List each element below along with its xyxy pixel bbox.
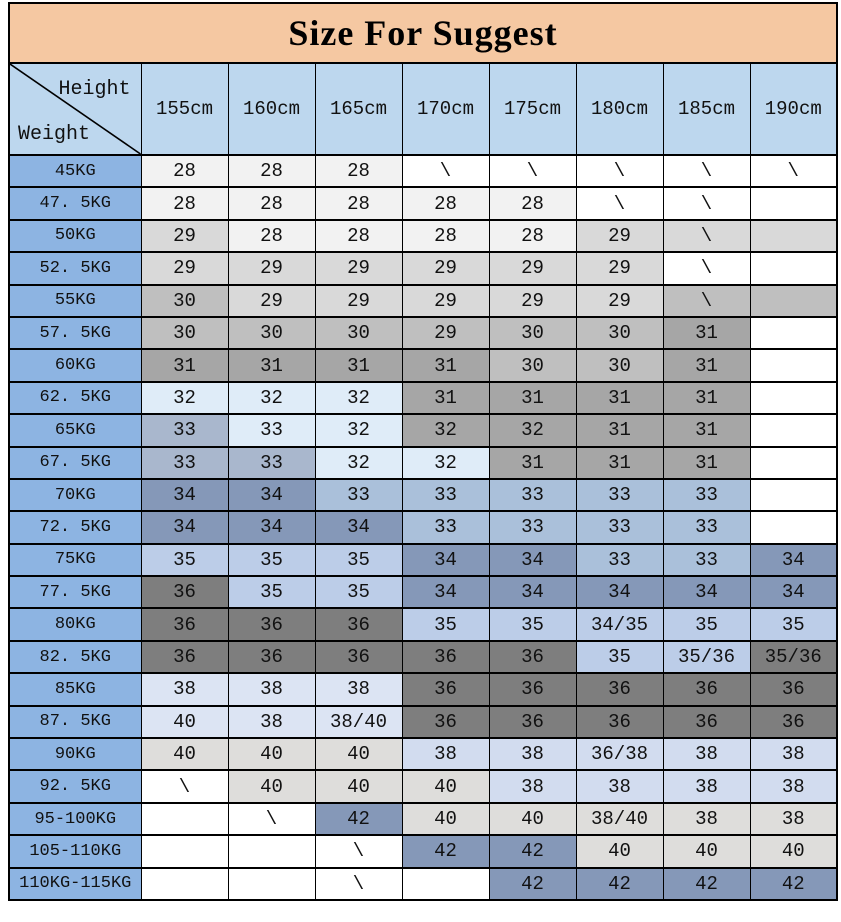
size-cell: 40 [489, 803, 576, 835]
table-row [9, 447, 837, 479]
column-header-175cm: 175cm [489, 63, 576, 155]
size-cell: 30 [489, 349, 576, 381]
table-row [9, 544, 837, 576]
size-cell: 34 [663, 576, 750, 608]
size-chart-sheet [8, 2, 838, 901]
weight-label: 110KG-115KG [9, 868, 141, 900]
size-cell: 31 [141, 349, 228, 381]
size-cell: 32 [402, 414, 489, 446]
not-available-cell: \ [663, 220, 750, 252]
size-cell: 31 [489, 447, 576, 479]
size-cell: 36 [228, 608, 315, 640]
size-cell: 31 [489, 382, 576, 414]
size-cell: 28 [402, 220, 489, 252]
empty-cell [750, 479, 837, 511]
size-cell: 40 [141, 738, 228, 770]
table-row [9, 835, 837, 867]
size-cell: 34 [750, 576, 837, 608]
empty-cell [228, 835, 315, 867]
size-cell: 42 [489, 868, 576, 900]
weight-label: 105-110KG [9, 835, 141, 867]
size-cell: 42 [750, 868, 837, 900]
size-cell: 29 [141, 220, 228, 252]
size-cell: 38 [489, 770, 576, 802]
size-cell: 35 [141, 544, 228, 576]
size-cell: 40 [750, 835, 837, 867]
size-cell: 29 [576, 285, 663, 317]
size-cell: 36/38 [576, 738, 663, 770]
not-available-cell: \ [315, 835, 402, 867]
size-cell: 30 [576, 317, 663, 349]
not-available-cell: \ [228, 803, 315, 835]
weight-label: 57. 5KG [9, 317, 141, 349]
table-row [9, 868, 837, 900]
size-cell: 29 [402, 285, 489, 317]
size-cell: 40 [315, 770, 402, 802]
table-row [9, 673, 837, 705]
size-cell: 35 [750, 608, 837, 640]
size-cell: 38 [663, 770, 750, 802]
size-cell: 36 [141, 576, 228, 608]
size-cell: 38 [576, 770, 663, 802]
size-cell: 42 [576, 868, 663, 900]
size-cell: 34 [228, 511, 315, 543]
size-cell: 35 [576, 641, 663, 673]
size-cell: 28 [402, 187, 489, 219]
not-available-cell: \ [663, 187, 750, 219]
size-cell: 28 [315, 220, 402, 252]
size-cell: 36 [402, 641, 489, 673]
size-cell: 32 [228, 382, 315, 414]
size-cell: 38 [750, 803, 837, 835]
weight-label: 52. 5KG [9, 252, 141, 284]
size-cell: 31 [663, 447, 750, 479]
size-cell: 35/36 [663, 641, 750, 673]
weight-label: 50KG [9, 220, 141, 252]
empty-cell [750, 349, 837, 381]
weight-label: 82. 5KG [9, 641, 141, 673]
size-cell: 34 [315, 511, 402, 543]
weight-label: 65KG [9, 414, 141, 446]
size-cell: 31 [402, 382, 489, 414]
size-cell: 31 [663, 317, 750, 349]
empty-cell [750, 252, 837, 284]
not-available-cell: \ [141, 770, 228, 802]
size-cell: 28 [489, 187, 576, 219]
column-header-160cm: 160cm [228, 63, 315, 155]
size-cell: 30 [315, 317, 402, 349]
empty-cell [141, 835, 228, 867]
table-row [9, 252, 837, 284]
corner-header-cell [9, 63, 141, 155]
not-available-cell: \ [576, 155, 663, 187]
size-cell: 36 [663, 706, 750, 738]
size-cell: 30 [141, 285, 228, 317]
size-cell: 38/40 [315, 706, 402, 738]
size-cell: 33 [402, 479, 489, 511]
size-cell: 40 [576, 835, 663, 867]
size-cell: 33 [228, 414, 315, 446]
size-cell: 31 [576, 447, 663, 479]
table-row [9, 770, 837, 802]
size-cell: 36 [576, 673, 663, 705]
size-cell: 34 [402, 544, 489, 576]
not-available-cell: \ [663, 155, 750, 187]
size-cell: 30 [489, 317, 576, 349]
size-cell: 36 [489, 706, 576, 738]
not-available-cell: \ [663, 285, 750, 317]
size-cell: 33 [576, 479, 663, 511]
weight-label: 92. 5KG [9, 770, 141, 802]
column-header-row [9, 63, 837, 155]
size-cell: 30 [576, 349, 663, 381]
empty-cell [141, 868, 228, 900]
weight-label: 95-100KG [9, 803, 141, 835]
column-header-190cm: 190cm [750, 63, 837, 155]
size-cell: 29 [315, 285, 402, 317]
corner-label-weight: Weight [18, 123, 91, 146]
empty-cell [141, 803, 228, 835]
size-cell: 36 [315, 608, 402, 640]
empty-cell [750, 220, 837, 252]
size-cell: 28 [228, 155, 315, 187]
size-cell: 28 [315, 187, 402, 219]
weight-label: 67. 5KG [9, 447, 141, 479]
size-cell: 33 [228, 447, 315, 479]
size-cell: 33 [663, 544, 750, 576]
table-row [9, 511, 837, 543]
size-cell: 31 [663, 382, 750, 414]
size-cell: 40 [402, 770, 489, 802]
size-cell: 36 [750, 706, 837, 738]
size-cell: 33 [141, 447, 228, 479]
size-cell: 36 [228, 641, 315, 673]
table-row [9, 187, 837, 219]
size-cell: 36 [489, 641, 576, 673]
weight-label: 75KG [9, 544, 141, 576]
size-cell: 35 [228, 544, 315, 576]
size-cell: 34 [576, 576, 663, 608]
size-cell: 31 [402, 349, 489, 381]
table-row [9, 803, 837, 835]
size-cell: 34 [489, 544, 576, 576]
size-cell: 38 [489, 738, 576, 770]
not-available-cell: \ [663, 252, 750, 284]
size-cell: 29 [489, 285, 576, 317]
weight-label: 85KG [9, 673, 141, 705]
size-cell: 36 [402, 673, 489, 705]
weight-label: 70KG [9, 479, 141, 511]
empty-cell [750, 447, 837, 479]
table-row [9, 349, 837, 381]
weight-label: 80KG [9, 608, 141, 640]
size-cell: 42 [315, 803, 402, 835]
size-cell: 38 [663, 803, 750, 835]
size-cell: 30 [141, 317, 228, 349]
size-cell: 32 [315, 414, 402, 446]
weight-label: 47. 5KG [9, 187, 141, 219]
size-cell: 38 [315, 673, 402, 705]
size-cell: 34 [141, 479, 228, 511]
not-available-cell: \ [315, 868, 402, 900]
size-cell: 38 [750, 770, 837, 802]
size-cell: 34 [402, 576, 489, 608]
not-available-cell: \ [489, 155, 576, 187]
size-cell: 34 [141, 511, 228, 543]
table-row [9, 414, 837, 446]
size-cell: 40 [228, 770, 315, 802]
size-cell: 29 [489, 252, 576, 284]
size-cell: 40 [141, 706, 228, 738]
size-cell: 38 [402, 738, 489, 770]
size-cell: 34 [750, 544, 837, 576]
size-cell: 31 [576, 382, 663, 414]
size-cell: 29 [315, 252, 402, 284]
table-row [9, 382, 837, 414]
size-cell: 36 [489, 673, 576, 705]
size-cell: 30 [228, 317, 315, 349]
size-cell: 31 [576, 414, 663, 446]
corner-label-height: Height [58, 78, 131, 101]
size-cell: 35 [315, 576, 402, 608]
size-cell: 29 [141, 252, 228, 284]
table-row [9, 706, 837, 738]
empty-cell [750, 285, 837, 317]
column-header-165cm: 165cm [315, 63, 402, 155]
table-row [9, 608, 837, 640]
size-cell: 29 [576, 252, 663, 284]
size-cell: 38 [663, 738, 750, 770]
empty-cell [228, 868, 315, 900]
empty-cell [750, 317, 837, 349]
not-available-cell: \ [750, 155, 837, 187]
size-cell: 36 [141, 608, 228, 640]
size-cell: 32 [315, 447, 402, 479]
size-cell: 38 [750, 738, 837, 770]
size-cell: 29 [228, 285, 315, 317]
size-cell: 35 [663, 608, 750, 640]
size-cell: 36 [576, 706, 663, 738]
empty-cell [750, 511, 837, 543]
size-cell: 33 [576, 511, 663, 543]
size-cell: 40 [228, 738, 315, 770]
size-cell: 38 [141, 673, 228, 705]
size-cell: 33 [663, 479, 750, 511]
size-cell: 36 [750, 673, 837, 705]
column-header-180cm: 180cm [576, 63, 663, 155]
size-cell: 28 [228, 187, 315, 219]
size-cell: 33 [402, 511, 489, 543]
column-header-155cm: 155cm [141, 63, 228, 155]
size-cell: 31 [663, 349, 750, 381]
size-cell: 34 [489, 576, 576, 608]
size-table-body [9, 155, 837, 900]
size-cell: 31 [315, 349, 402, 381]
table-row [9, 285, 837, 317]
size-cell: 38/40 [576, 803, 663, 835]
size-cell: 36 [402, 706, 489, 738]
size-cell: 38 [228, 673, 315, 705]
size-cell: 29 [402, 252, 489, 284]
column-header-170cm: 170cm [402, 63, 489, 155]
size-cell: 34/35 [576, 608, 663, 640]
weight-label: 45KG [9, 155, 141, 187]
size-cell: 33 [576, 544, 663, 576]
size-cell: 35 [315, 544, 402, 576]
size-cell: 40 [315, 738, 402, 770]
empty-cell [402, 868, 489, 900]
size-cell: 33 [489, 479, 576, 511]
size-cell: 29 [576, 220, 663, 252]
size-cell: 31 [663, 414, 750, 446]
table-row [9, 220, 837, 252]
size-cell: 33 [141, 414, 228, 446]
weight-label: 77. 5KG [9, 576, 141, 608]
size-cell: 35 [228, 576, 315, 608]
size-cell: 28 [141, 187, 228, 219]
size-chart-table [8, 2, 838, 901]
empty-cell [750, 382, 837, 414]
weight-label: 72. 5KG [9, 511, 141, 543]
table-row [9, 641, 837, 673]
weight-label: 90KG [9, 738, 141, 770]
column-header-185cm: 185cm [663, 63, 750, 155]
size-cell: 32 [141, 382, 228, 414]
size-cell: 36 [315, 641, 402, 673]
size-cell: 35/36 [750, 641, 837, 673]
size-cell: 35 [402, 608, 489, 640]
empty-cell [750, 187, 837, 219]
size-cell: 28 [228, 220, 315, 252]
size-cell: 42 [489, 835, 576, 867]
empty-cell [750, 414, 837, 446]
size-cell: 34 [228, 479, 315, 511]
size-cell: 28 [315, 155, 402, 187]
weight-label: 55KG [9, 285, 141, 317]
size-cell: 36 [141, 641, 228, 673]
table-row [9, 479, 837, 511]
size-cell: 40 [402, 803, 489, 835]
not-available-cell: \ [576, 187, 663, 219]
size-cell: 33 [663, 511, 750, 543]
table-row [9, 576, 837, 608]
size-cell: 32 [489, 414, 576, 446]
size-cell: 38 [228, 706, 315, 738]
size-cell: 32 [315, 382, 402, 414]
weight-label: 87. 5KG [9, 706, 141, 738]
not-available-cell: \ [402, 155, 489, 187]
size-cell: 42 [402, 835, 489, 867]
size-cell: 29 [402, 317, 489, 349]
weight-label: 60KG [9, 349, 141, 381]
chart-title: Size For Suggest [9, 3, 837, 63]
table-row [9, 738, 837, 770]
weight-label: 62. 5KG [9, 382, 141, 414]
size-cell: 33 [315, 479, 402, 511]
size-cell: 33 [489, 511, 576, 543]
size-cell: 31 [228, 349, 315, 381]
size-cell: 32 [402, 447, 489, 479]
size-cell: 42 [663, 868, 750, 900]
table-row [9, 155, 837, 187]
size-cell: 28 [489, 220, 576, 252]
size-cell: 36 [663, 673, 750, 705]
table-row [9, 317, 837, 349]
title-row [9, 3, 837, 63]
size-cell: 35 [489, 608, 576, 640]
size-cell: 29 [228, 252, 315, 284]
size-cell: 28 [141, 155, 228, 187]
size-cell: 40 [663, 835, 750, 867]
